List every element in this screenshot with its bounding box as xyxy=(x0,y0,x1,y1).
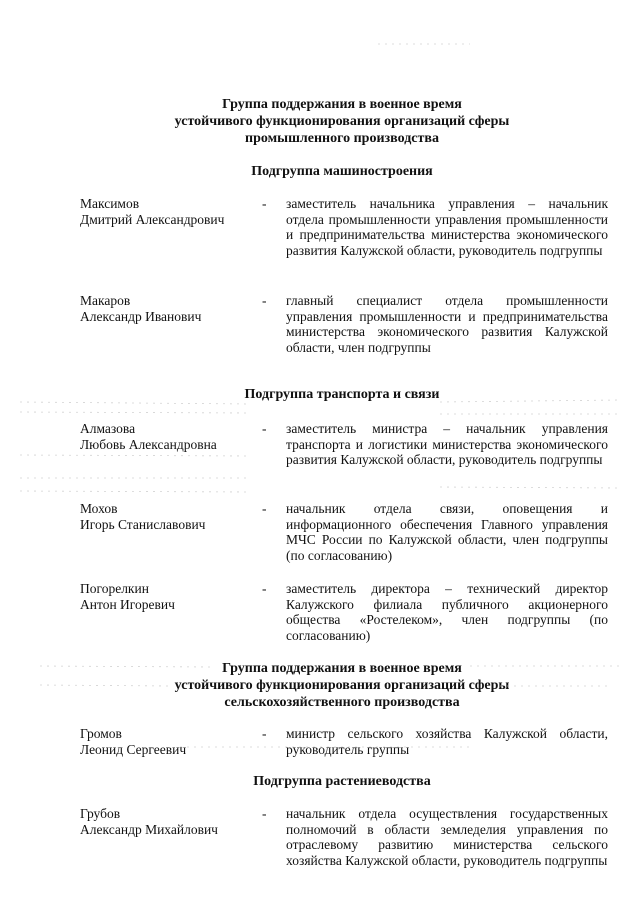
heading-line: сельскохозяйственного производства xyxy=(224,695,460,710)
member-given-names: Леонид Сергеевич xyxy=(80,741,187,757)
heading-line: Группа поддержания в военное время xyxy=(222,661,462,676)
heading-line: Группа поддержания в военное время xyxy=(222,97,462,112)
member-dash: - xyxy=(262,501,267,516)
subgroup-heading-crop-production: Подгруппа растениеводства xyxy=(253,774,431,789)
heading-line: промышленного производства xyxy=(245,131,439,146)
member-role: министр сельского хозяйства Калужской области, руководитель группы xyxy=(286,726,608,757)
member-surname: Максимов xyxy=(80,196,140,211)
member-surname: Макаров xyxy=(80,293,131,308)
member-dash: - xyxy=(262,806,267,821)
member-dash: - xyxy=(262,421,267,436)
member-dash: - xyxy=(262,196,267,211)
member-surname: Громов xyxy=(80,726,122,741)
member-dash: - xyxy=(262,293,267,308)
member-surname: Алмазова xyxy=(80,421,136,436)
member-surname: Мохов xyxy=(80,501,118,516)
member-given-names: Антон Игоревич xyxy=(80,596,175,612)
subgroup-heading-machine-building: Подгруппа машиностроения xyxy=(251,164,433,179)
member-role: начальник отдела осуществления государственных полномочий в области земледелия управления по отраслевому развитию министерства сельского хозяйства Калужской области, руководитель подгруппы xyxy=(286,806,608,868)
member-dash: - xyxy=(262,726,267,741)
member-name xyxy=(80,293,260,324)
member-given-names: Александр Михайлович xyxy=(80,821,218,837)
heading-line: устойчивого функционирования организаций сферы xyxy=(174,678,510,693)
member-name xyxy=(80,726,260,757)
member-role: заместитель министра – начальник управления транспорта и логистики министерства экономического развития Калужской области, руководитель подгруппы xyxy=(286,421,608,467)
group-heading-industry xyxy=(100,96,584,147)
member-role: начальник отдела связи, оповещения и информационного обеспечения Главного управления МЧС России по Калужской области, член подгруппы (по согласованию) xyxy=(286,501,608,563)
member-name xyxy=(80,806,260,837)
member-name xyxy=(80,421,260,452)
member-given-names: Дмитрий Александрович xyxy=(80,211,225,227)
member-surname: Погорелкин xyxy=(80,581,149,596)
member-role: заместитель начальника управления – начальник отдела промышленности управления промышленности и предпринимательства министерства экономического развития Калужской области, руководитель подгруппы xyxy=(286,196,608,258)
member-given-names: Любовь Александровна xyxy=(80,436,217,452)
heading-line: устойчивого функционирования организаций сферы xyxy=(174,114,510,129)
member-given-names: Игорь Станиславович xyxy=(80,516,206,532)
group-heading-agriculture xyxy=(100,660,584,711)
member-name xyxy=(80,581,260,612)
member-role: заместитель директора – технический директор Калужского филиала публичного акционерного общества «Ростелеком», член подгруппы (по согласованию) xyxy=(286,581,608,643)
member-role: главный специалист отдела промышленности управления промышленности и предпринимательства министерства экономического развития Калужской области, член подгруппы xyxy=(286,293,608,355)
member-name xyxy=(80,196,260,227)
member-surname: Грубов xyxy=(80,806,121,821)
subgroup-heading-transport: Подгруппа транспорта и связи xyxy=(244,387,440,402)
member-name xyxy=(80,501,260,532)
member-given-names: Александр Иванович xyxy=(80,308,202,324)
member-dash: - xyxy=(262,581,267,596)
